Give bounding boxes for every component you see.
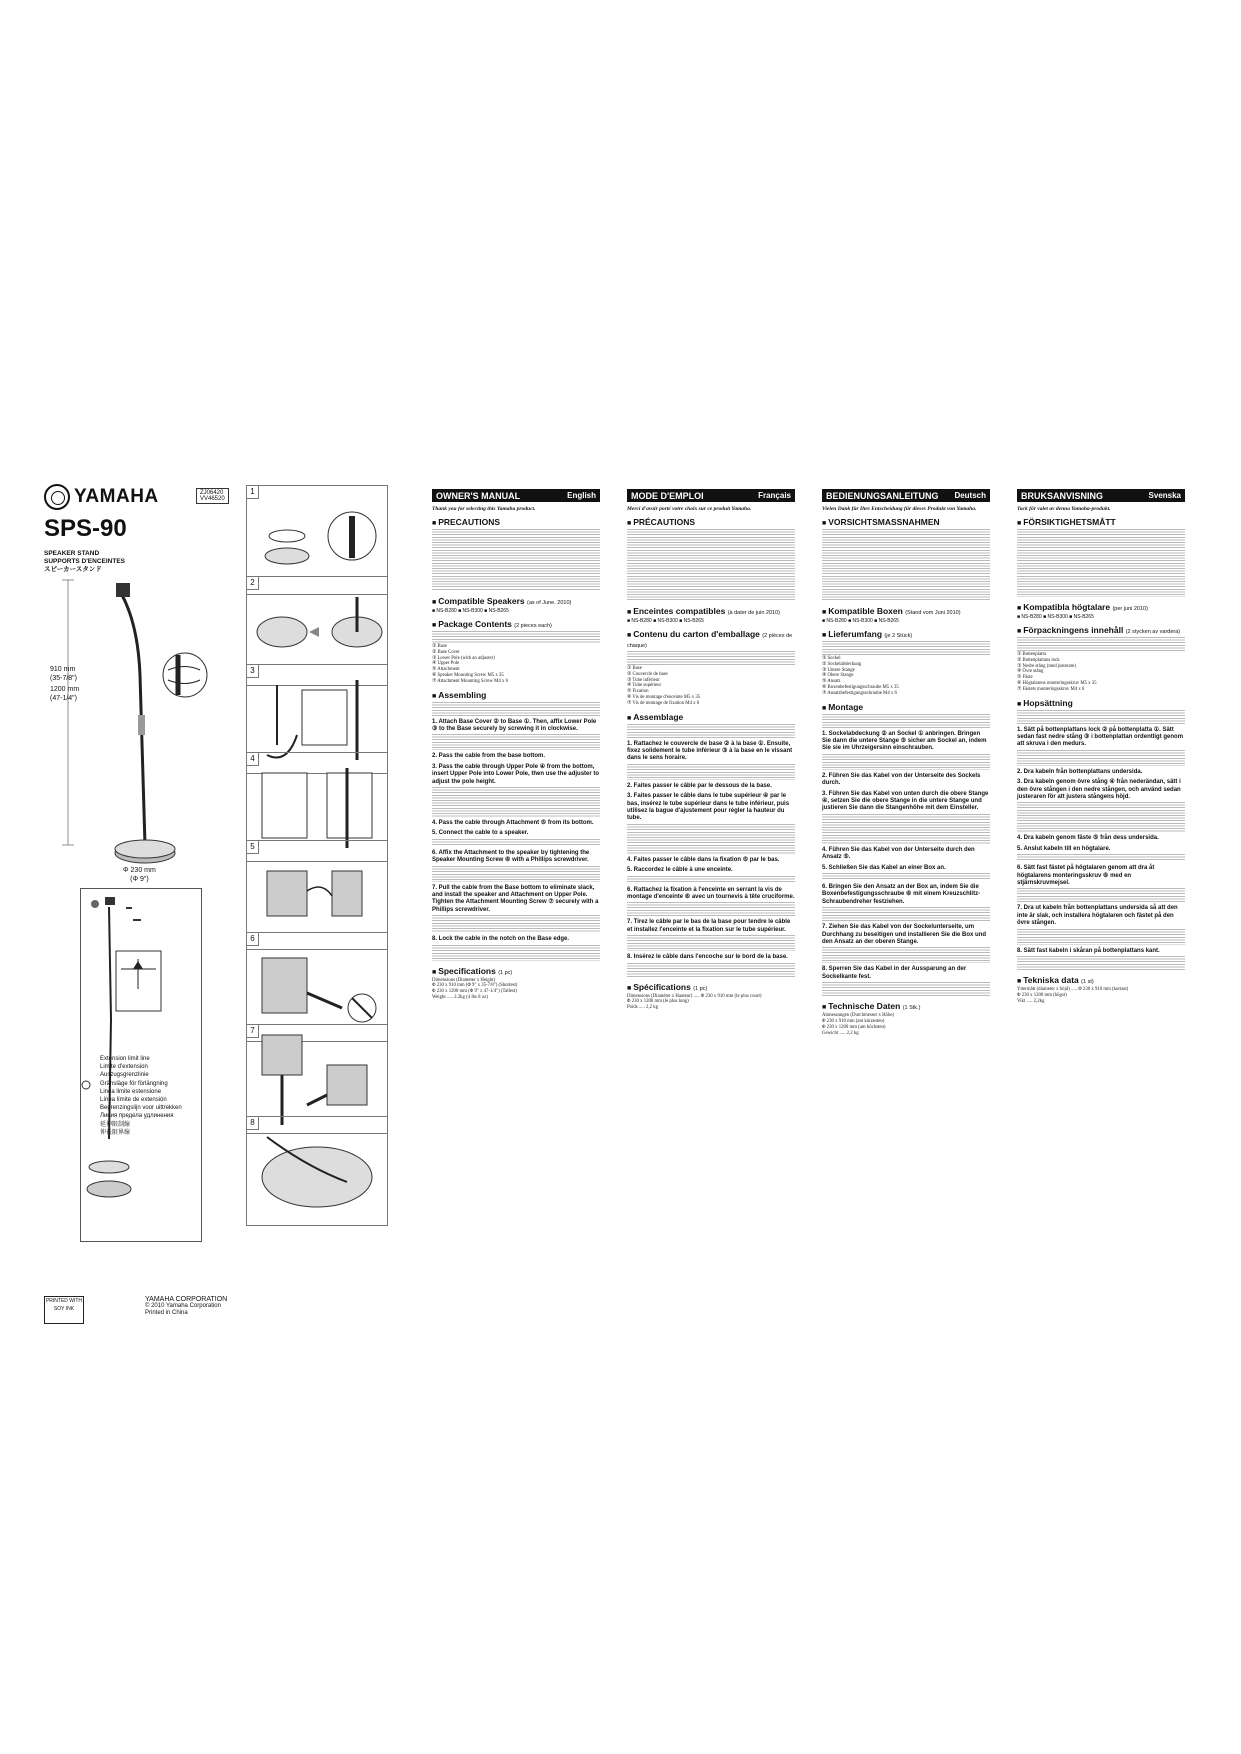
footer-imprint: YAMAHA CORPORATION © 2010 Yamaha Corporation Printed in China bbox=[145, 1296, 228, 1316]
step-4-panel: 4 bbox=[246, 752, 388, 862]
step-1-panel: 1 bbox=[246, 485, 388, 595]
column-swedish: BRUKSANVISNING Svenska Tack för valet av denna Yamaha-produkt. ■ FÖRSIKTIGHETSMÅTT ■ Kompatibla högtalare (per juni 2010) ■ NS-B280 ■ NS-B300 ■ NS-B265 ■ Förpackningens innehåll (2 stycken av vardera) ① Bottenplatta ② Bottenplattans lock ③ Nedre stång (med justerare) ④ Övre stång ⑤ Fäste ⑥ Högtalarens monteringsskruv M5 x 35 ⑦ Fästets monteringsskruv M4 x 6 ■ Hopsättning 1. Sätt på bottenplattans lock ② på bottenplatta ①. Sätt sedan fast nedre stång ③ i bottenplattan ordentligt genom att skruva i den medurs. 2. Dra kabeln från bottenplattans undersida. 3. Dra kabeln genom övre stång ④ från nederändan, sätt i den övre stången i den nedre stången, och använd sedan justeraren för att justera stångens höjd. 4. Dra kabeln genom fäste ⑤ från dess undersida. 5. Anslut kabeln till en högtalare. 6. Sätt fast fästet på högtalaren genom att dra åt högtalarens monteringsskruv ⑥ med en stjärnskruvmejsel. 7. Dra ut kabeln från bottenplattans undersida så att den inte är slak, och installera högtalaren och fästet på den övre stången. 8. Sätt fast kabeln i skåran på bottenplattans kant. ■ Tekniska data (1 st) Yttermått (diameter x höjd) ..... Φ 230 x 910 mm (kortast) Φ 230 x 1200 mm (högst) Vikt ..... 2,2kg bbox=[1017, 489, 1185, 1004]
column-title: MODE D'EMPLOI bbox=[631, 490, 704, 501]
column-language: Deutsch bbox=[954, 491, 986, 500]
step-7-panel: 7 bbox=[246, 1024, 388, 1134]
model-title: SPS-90 bbox=[44, 515, 127, 542]
step-5-panel: 5 bbox=[246, 840, 388, 950]
column-title: BRUKSANVISNING bbox=[1021, 490, 1104, 501]
max-height-label: 1200 mm (47-1/4") bbox=[50, 686, 80, 702]
soy-ink-badge: PRINTED WITH SOY INK bbox=[44, 1296, 84, 1324]
column-language: Svenska bbox=[1148, 491, 1181, 500]
column-german: BEDIENUNGSANLEITUNG Deutsch Vielen Dank für Ihre Entscheidung für dieses Produkt von Yamaha. ■ VORSICHTSMASSNAHMEN ■ Kompatible Boxen (Stand vom Juni 2010) ■ NS-B280 ■ NS-B300 ■ NS-B265 ■ Lieferumfang (je 2 Stück) ① Sockel ② Sockelabdeckung ③ Untere Stange ④ Obere Stange ⑤ Ansatz ⑥ Boxenbefestigungsschraube M5 x 35 ⑦ Ansatzbefestigungsschraube M4 x 6 ■ Montage 1. Sockelabdeckung ② an Sockel ① anbringen. Bringen Sie dann die untere Stange ③ sicher am Sockel an, indem Sie sie im Uhrzeigersinn einschrauben. 2. Führen Sie das Kabel von der Unterseite des Sockels durch. 3. Führen Sie das Kabel von unten durch die obere Stange ④, setzen Sie die obere Stange in die untere Stange und justieren Sie dann die Stangenhöhe mit dem Einsteller. 4. Führen Sie das Kabel von der Unterseite durch den Ansatz ⑤. 5. Schließen Sie das Kabel an einer Box an. 6. Bringen Sie den Ansatz an der Box an, indem Sie die Boxenbefestigungsschraube ⑥ mit einem Kreuzschlitz-Schraubendreher festziehen. 7. Ziehen Sie das Kabel von der Sockelunterseite, um Durchhang zu beseitigen und installieren Sie die Box und den Ansatz an der oberen Stange. 8. Sperren Sie das Kabel in der Aussparung an der Sockelkante fest. ■ Technische Daten (1 Stk.) Abmessungen (Durchmesser x Höhe) Φ 230 x 910 mm (am kürzesten) Φ 230 x 1200 mm (am höchsten) Gewicht ..... 2,2 kg bbox=[822, 489, 990, 1036]
column-language: Français bbox=[758, 491, 791, 500]
min-height-label: 910 mm (35-7/8") bbox=[50, 666, 77, 682]
step-2-panel: 2 bbox=[246, 576, 388, 686]
product-subtitle: SPEAKER STAND SUPPORTS D'ENCEINTES スピーカースタンド bbox=[44, 550, 126, 573]
yamaha-tuning-fork-icon bbox=[44, 484, 70, 510]
column-language: English bbox=[567, 491, 596, 500]
column-title: OWNER'S MANUAL bbox=[436, 490, 521, 501]
yamaha-logo: YAMAHA bbox=[44, 484, 159, 510]
extension-limit-legend: Extension limit line Limite d'extension Auszugsgrenzlinie Gränsläge för förlängning Linea limite estensione Línea límite de extensión Begrenzingslijn voor uittrekken Линия предела удлинения 延伸限制線 伸長限界線 bbox=[100, 1056, 182, 1136]
code-box: ZJ06420 VV46520 bbox=[196, 488, 229, 504]
column-french: MODE D'EMPLOI Français Merci d'avoir porté votre choix sur ce produit Yamaha. ■ PRÉCAUTIONS ■ Enceintes compatibles (à dater de juin 2010) ■ NS-B280 ■ NS-B300 ■ NS-B265 ■ Contenu du carton d'emballage (2 pièces de chaque) ① Base ② Couvercle de base ③ Tube inférieur ④ Tube supérieur ⑤ Fixation ⑥ Vis de montage d'enceinte M5 x 35 ⑦ Vis de montage de fixation M4 x 6 ■ Assemblage 1. Rattachez le couvercle de base ② à la base ①. Ensuite, fixez solidement le tube inférieur ③ à la base en le vissant dans le sens horaire. 2. Faites passer le câble par le dessous de la base. 3. Faites passer le câble dans le tube supérieur ④ par le bas, insérez le tube supérieur dans le tube inférieur, puis utilisez la bague d'ajustement pour régler la hauteur du tube. 4. Faites passer le câble dans la fixation ⑤ par le bas. 5. Raccordez le câble à une enceinte. 6. Rattachez la fixation à l'enceinte en serrant la vis de montage d'enceinte ⑥ avec un tournevis à tête cruciforme. 7. Tirez le câble par le bas de la base pour tendre le câble et installez l'enceinte et la fixation sur le tube supérieur. 8. Insérez le câble dans l'encoche sur le bord de la base. ■ Spécifications (1 pc) Dimensions (Diamètre x Hauteur) ..... Φ 230 x 910 mm (le plus court) Φ 230 x 1200 mm (le plus long) Poids ..... 2,2 kg bbox=[627, 489, 795, 1011]
column-english: OWNER'S MANUAL English Thank you for selecting this Yamaha product. ■ PRECAUTIONS ■ Compatible Speakers (as of June, 2010) ■ NS-B280 ■ NS-B300 ■ NS-B265 ■ Package Contents (2 pieces each) ① Base ② Base Cover ③ Lower Pole (with an adjuster) ④ Upper Pole ⑤ Attachment ⑥ Speaker Mounting Screw M5 x 35 ⑦ Attachment Mounting Screw M4 x 6 ■ Assembling 1. Attach Base Cover ② to Base ①. Then, affix Lower Pole ③ to the Base securely by screwing it in clockwise. 2. Pass the cable from the base bottom. 3. Pass the cable through Upper Pole ④ from the bottom, insert Upper Pole into Lower Pole, then use the adjuster to adjust the pole height. 4. Pass the cable through Attachment ⑤ from its bottom. 5. Connect the cable to a speaker. 6. Affix the Attachment to the speaker by tightening the Speaker Mounting Screw ⑥ with a Phillips screwdriver. 7. Pull the cable from the Base bottom to eliminate slack, and install the speaker and Attachment on Upper Pole. Tighten the Attachment Mounting Screw ⑦ securely with a Phillips screwdriver. 8. Lock the cable in the notch on the Base edge. ■ Specifications (1 pc) Dimensions (Diameter x Height) Φ 230 x 910 mm (Φ 9" x 35-7/8") (Shortest) Φ 230 x 1200 mm (Φ 9" x 47-1/4") (Tallest) Weight ..... 2.2kg (4 lbs 8 oz) bbox=[432, 489, 600, 1001]
base-diameter-label: Φ 230 mm (Φ 9") bbox=[123, 867, 156, 883]
column-title: BEDIENUNGSANLEITUNG bbox=[826, 490, 939, 501]
step-3-panel: 3 bbox=[246, 664, 388, 774]
step-6-panel: 6 bbox=[246, 932, 388, 1042]
speaker-stand-drawing bbox=[60, 575, 220, 875]
step-8-panel: 8 bbox=[246, 1116, 388, 1226]
